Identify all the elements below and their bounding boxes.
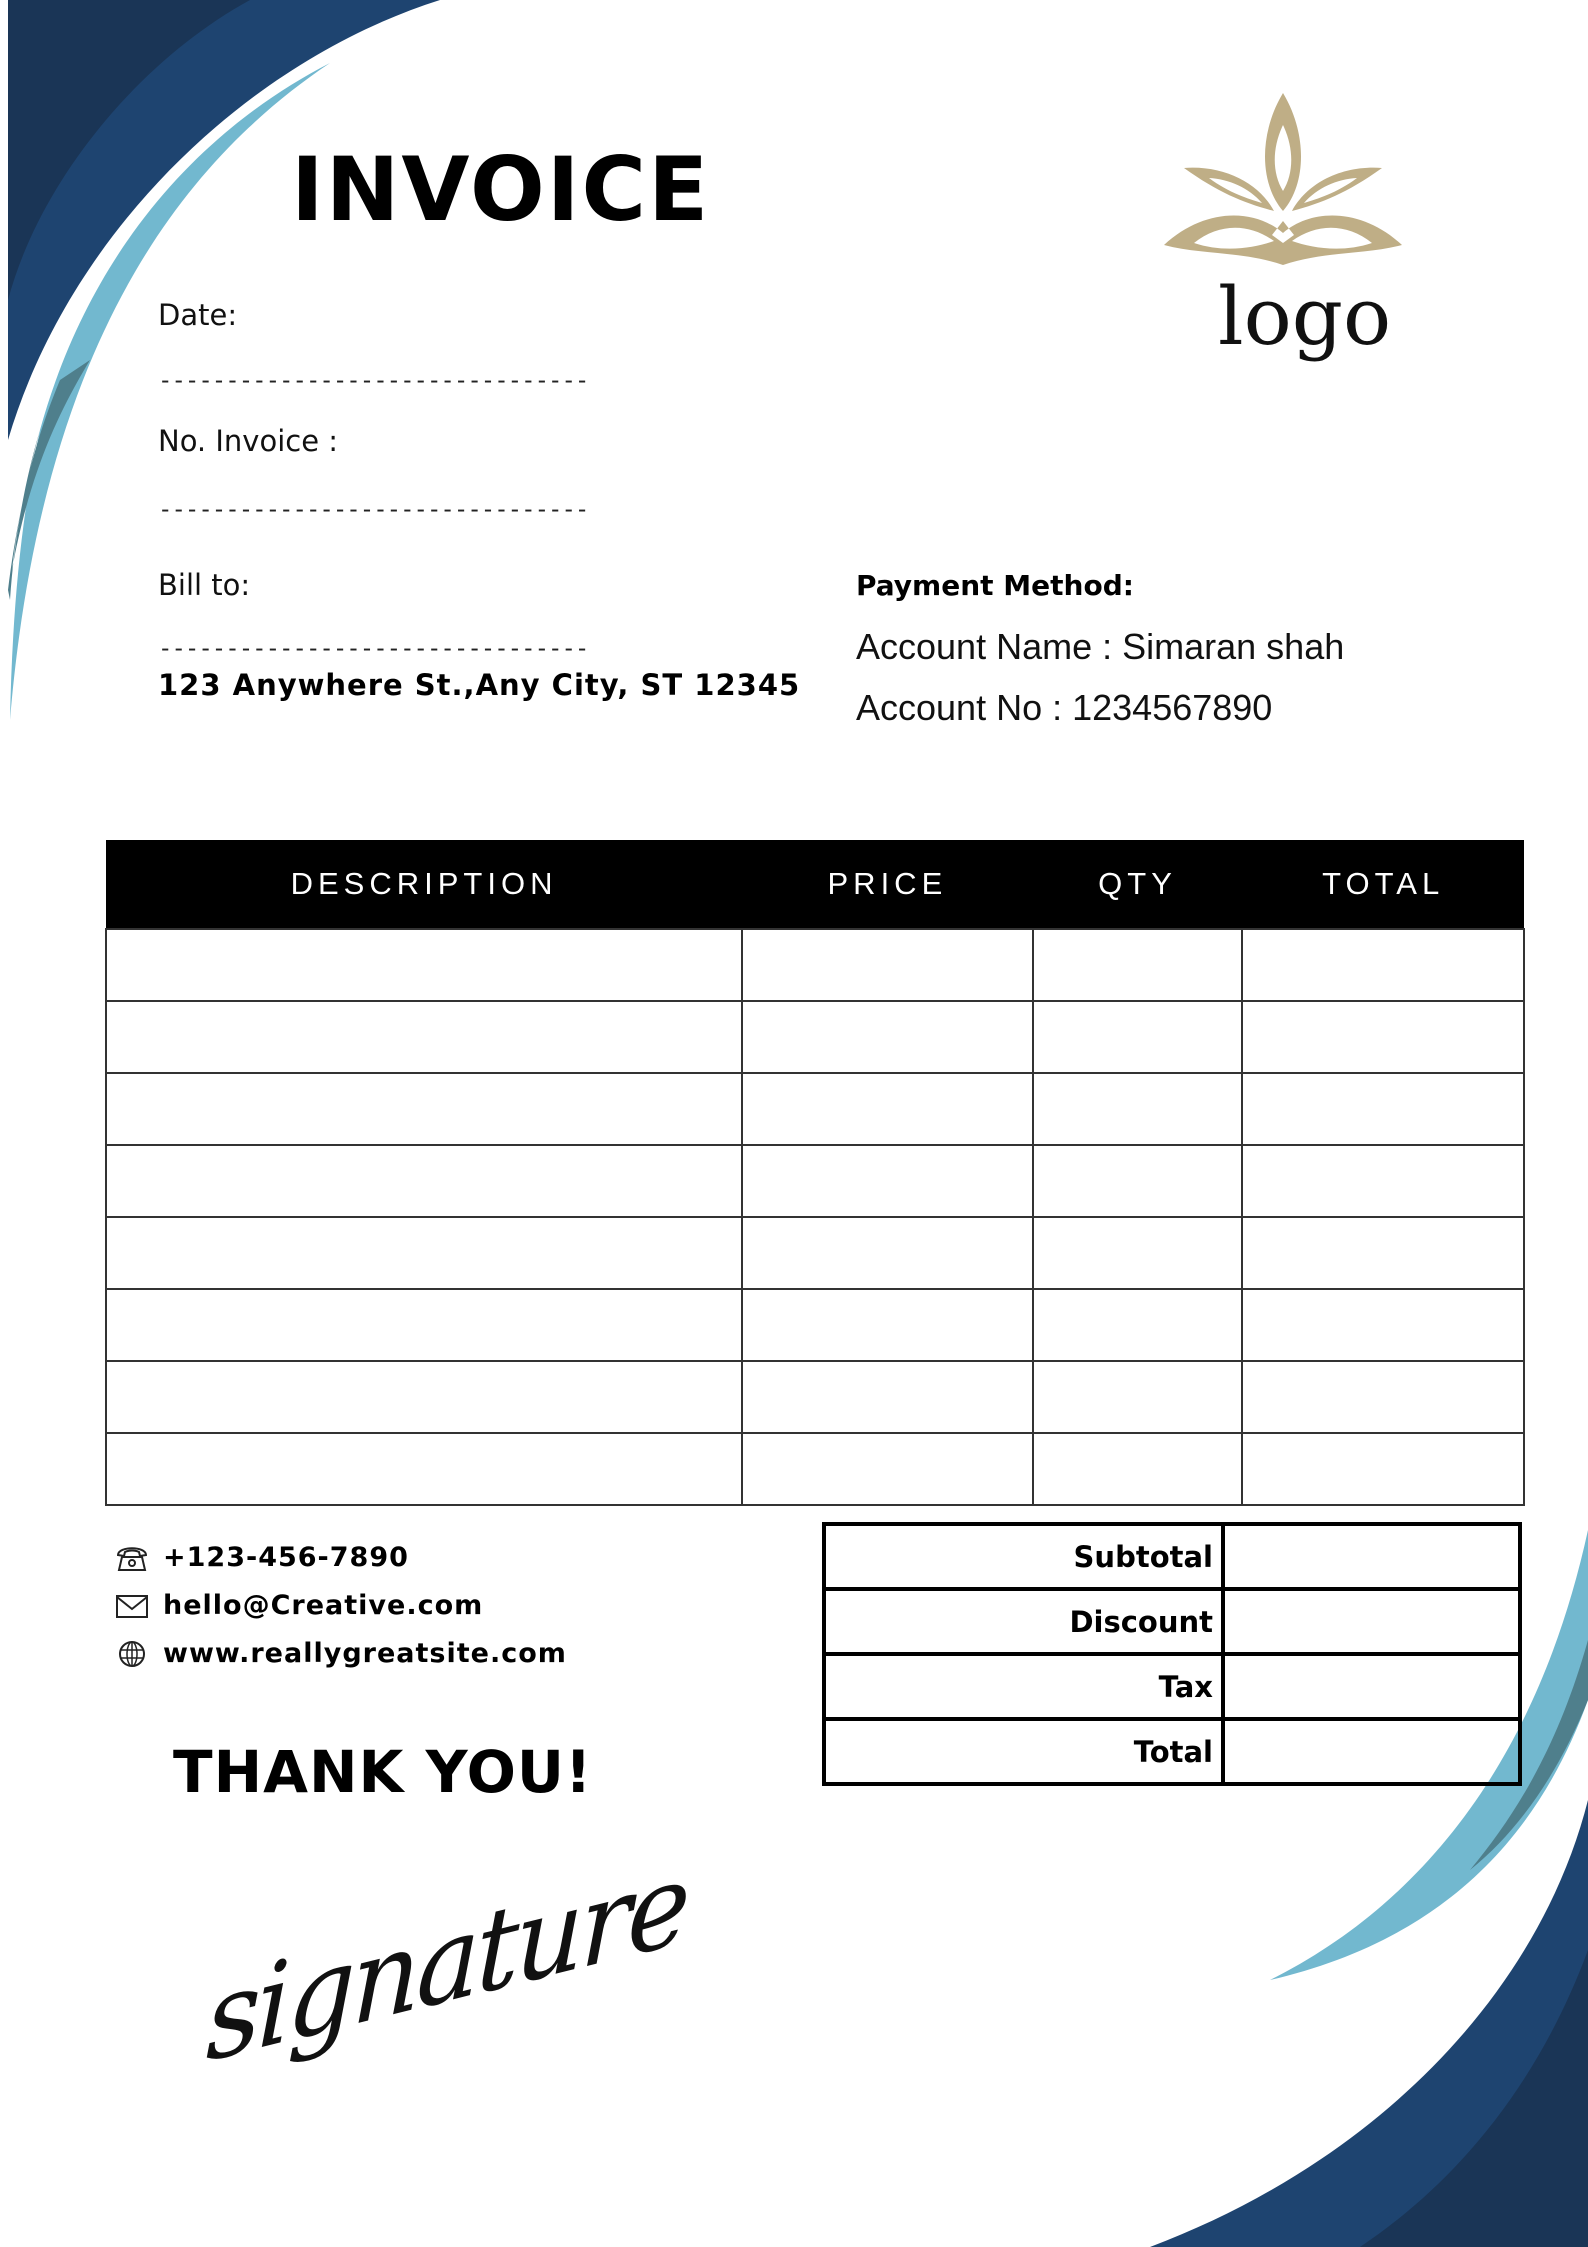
description-cell[interactable] bbox=[106, 1361, 742, 1433]
bill-to-address: 123 Anywhere St.,Any City, ST 12345 bbox=[158, 668, 801, 702]
price-cell[interactable] bbox=[742, 1145, 1033, 1217]
total-cell[interactable] bbox=[1242, 1289, 1524, 1361]
table-row bbox=[106, 1433, 1524, 1505]
total-cell[interactable] bbox=[1242, 929, 1524, 1001]
qty-cell[interactable] bbox=[1033, 1145, 1243, 1217]
total-cell[interactable] bbox=[1242, 1433, 1524, 1505]
invoice-number-label: No. Invoice : bbox=[158, 424, 339, 458]
tax-value[interactable] bbox=[1223, 1654, 1520, 1719]
price-cell[interactable] bbox=[742, 1289, 1033, 1361]
contact-website bbox=[115, 1638, 567, 1669]
column-header-price: PRICE bbox=[742, 840, 1033, 929]
column-header-qty: QTY bbox=[1033, 840, 1243, 929]
payment-method-heading: Payment Method: bbox=[856, 569, 1134, 602]
globe-icon bbox=[115, 1639, 149, 1669]
description-cell[interactable] bbox=[106, 1001, 742, 1073]
total-label: Total bbox=[824, 1719, 1223, 1784]
bill-to-label: Bill to: bbox=[158, 568, 251, 602]
qty-cell[interactable] bbox=[1033, 1001, 1243, 1073]
qty-cell[interactable] bbox=[1033, 1289, 1243, 1361]
total-cell[interactable] bbox=[1242, 1145, 1524, 1217]
price-cell[interactable] bbox=[742, 1433, 1033, 1505]
price-cell[interactable] bbox=[742, 929, 1033, 1001]
date-blank-line[interactable]: -------------------------------- bbox=[158, 366, 589, 394]
summary-row-total bbox=[824, 1719, 1520, 1784]
price-cell[interactable] bbox=[742, 1361, 1033, 1433]
account-name: Account Name : Simaran shah bbox=[856, 626, 1345, 667]
email-address[interactable]: hello@Creative.com bbox=[163, 1590, 484, 1621]
date-label: Date: bbox=[158, 298, 238, 332]
bill-to-blank-line[interactable]: -------------------------------- bbox=[158, 634, 589, 662]
phone-icon bbox=[115, 1543, 149, 1573]
total-cell[interactable] bbox=[1242, 1361, 1524, 1433]
qty-cell[interactable] bbox=[1033, 1217, 1243, 1289]
logo-text: logo bbox=[1218, 270, 1392, 363]
items-table bbox=[105, 840, 1525, 1506]
summary-table bbox=[822, 1522, 1522, 1786]
qty-cell[interactable] bbox=[1033, 929, 1243, 1001]
table-row bbox=[106, 929, 1524, 1001]
total-cell[interactable] bbox=[1242, 1001, 1524, 1073]
thank-you-message: THANK YOU! bbox=[173, 1738, 593, 1806]
signature: signature bbox=[205, 1835, 688, 2088]
price-cell[interactable] bbox=[742, 1001, 1033, 1073]
tax-label: Tax bbox=[824, 1654, 1223, 1719]
price-cell[interactable] bbox=[742, 1217, 1033, 1289]
discount-label: Discount bbox=[824, 1589, 1223, 1654]
summary-row-subtotal bbox=[824, 1524, 1520, 1589]
summary-row-tax bbox=[824, 1654, 1520, 1719]
total-value[interactable] bbox=[1223, 1719, 1520, 1784]
description-cell[interactable] bbox=[106, 1073, 742, 1145]
account-number: Account No : 1234567890 bbox=[856, 687, 1273, 728]
qty-cell[interactable] bbox=[1033, 1361, 1243, 1433]
contact-email bbox=[115, 1590, 483, 1621]
table-row bbox=[106, 1001, 1524, 1073]
phone-number[interactable]: +123-456-7890 bbox=[163, 1542, 409, 1573]
price-cell[interactable] bbox=[742, 1073, 1033, 1145]
description-cell[interactable] bbox=[106, 1433, 742, 1505]
summary-row-discount bbox=[824, 1589, 1520, 1654]
table-row bbox=[106, 1361, 1524, 1433]
description-cell[interactable] bbox=[106, 1217, 742, 1289]
table-row bbox=[106, 1217, 1524, 1289]
qty-cell[interactable] bbox=[1033, 1433, 1243, 1505]
subtotal-value[interactable] bbox=[1223, 1524, 1520, 1589]
table-row bbox=[106, 1289, 1524, 1361]
description-cell[interactable] bbox=[106, 929, 742, 1001]
invoice-title: INVOICE bbox=[291, 138, 711, 241]
items-table-header bbox=[106, 840, 1524, 929]
website-url[interactable]: www.reallygreatsite.com bbox=[163, 1638, 567, 1669]
total-cell[interactable] bbox=[1242, 1073, 1524, 1145]
invoice-number-blank-line[interactable]: -------------------------------- bbox=[158, 495, 589, 523]
column-header-total: TOTAL bbox=[1242, 840, 1524, 929]
table-row bbox=[106, 1073, 1524, 1145]
description-cell[interactable] bbox=[106, 1145, 742, 1217]
subtotal-label: Subtotal bbox=[824, 1524, 1223, 1589]
discount-value[interactable] bbox=[1223, 1589, 1520, 1654]
mail-icon bbox=[115, 1591, 149, 1621]
table-row bbox=[106, 1145, 1524, 1217]
column-header-description: DESCRIPTION bbox=[106, 840, 742, 929]
contact-phone bbox=[115, 1542, 409, 1573]
lotus-logo-icon bbox=[1164, 93, 1402, 265]
qty-cell[interactable] bbox=[1033, 1073, 1243, 1145]
total-cell[interactable] bbox=[1242, 1217, 1524, 1289]
description-cell[interactable] bbox=[106, 1289, 742, 1361]
